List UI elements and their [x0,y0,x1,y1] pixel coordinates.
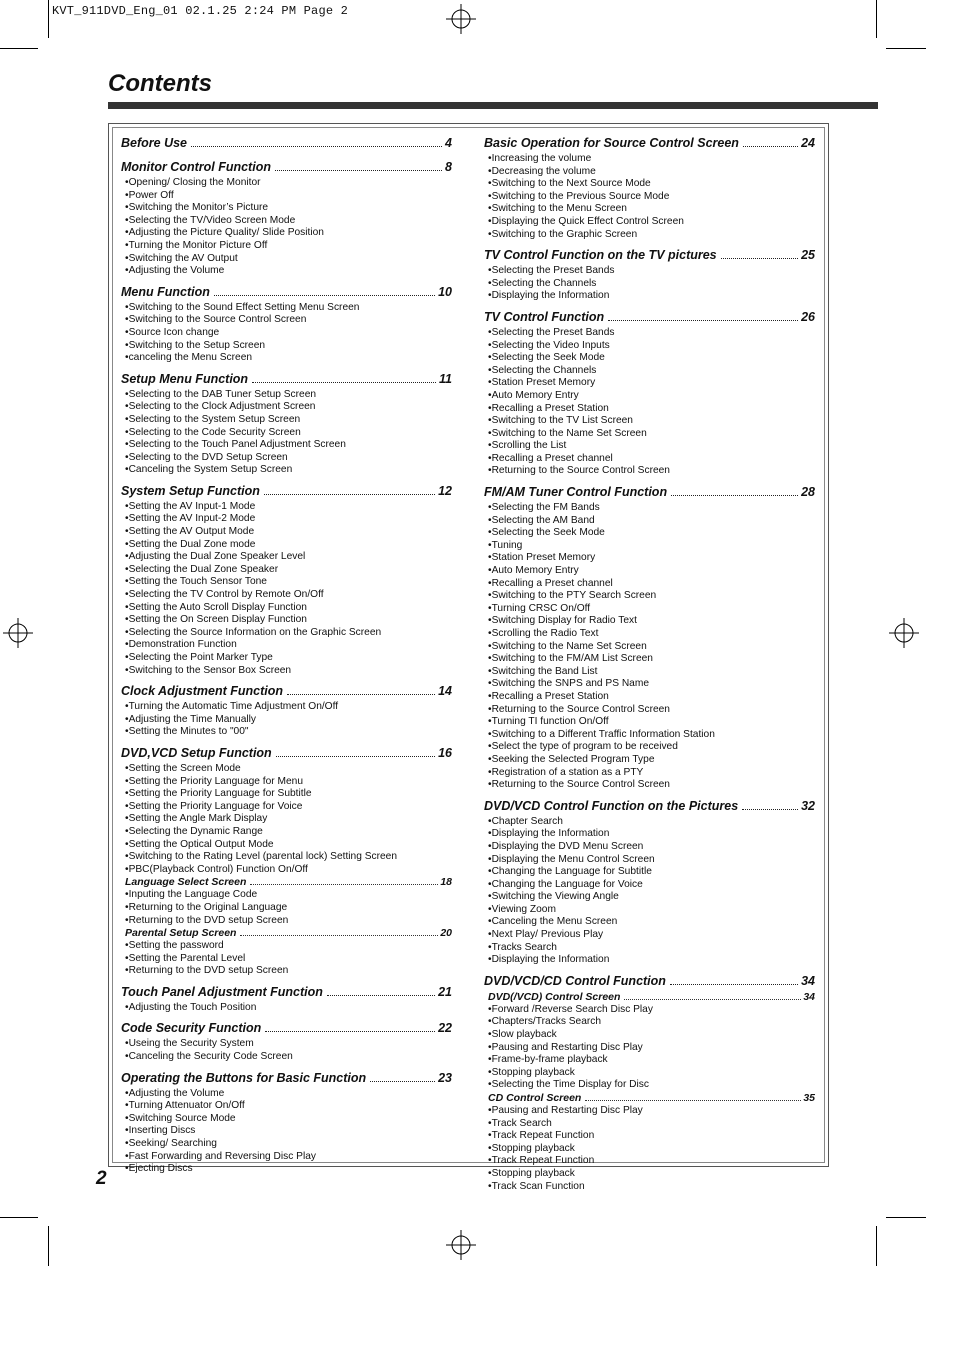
toc-entry-page: 28 [801,485,815,500]
toc-subsection-heading[interactable] [121,927,452,940]
toc-item: • Chapter Search [488,816,815,829]
toc-item: • Tracks Search [488,942,815,955]
toc-item: • Setting the On Screen Display Function [125,614,452,627]
toc-item: • Next Play/ Previous Play [488,929,815,942]
toc-item: • Switching Display for Radio Text [488,615,815,628]
toc-item: • Selecting to the Code Security Screen [125,427,452,440]
toc-entry-title: Menu Function [121,284,210,299]
toc-subsection-heading[interactable] [484,1092,815,1105]
toc-item: • Returning to the Source Control Screen [488,779,815,792]
toc-entry-title: DVD,VCD Setup Function [121,745,272,760]
toc-item: • Registration of a station as a PTY [488,767,815,780]
dot-leader [327,995,435,996]
toc-item: • Switching Source Mode [125,1113,452,1126]
toc-item: • Canceling the Security Code Screen [125,1051,452,1064]
toc-item: • Switching to the Sensor Box Screen [125,665,452,678]
toc-item: • Selecting the Video Inputs [488,340,815,353]
crop-mark-tr-v [876,0,877,38]
toc-item: • Returning to the Source Control Screen [488,465,815,478]
toc-section-heading[interactable] [121,134,452,153]
toc-section-heading[interactable] [484,246,815,265]
toc-item: • Selecting the Source Information on the Graphic Screen [125,627,452,640]
toc-item: • Returning to the Original Language [125,902,452,915]
toc-item: • Selecting the Dynamic Range [125,826,452,839]
toc-entry-page: 25 [801,248,815,263]
toc-item: • Switching to the PTY Search Screen [488,590,815,603]
toc-section-heading[interactable] [121,744,452,763]
toc-section [121,370,452,477]
toc-entry-page: 23 [438,1070,452,1085]
toc-section [121,682,452,739]
toc-item-list [121,701,452,739]
toc-subsection-heading[interactable] [121,876,452,889]
right-column [484,134,815,1193]
toc-item: • Switching the Monitor’s Picture [125,202,452,215]
toc-item: • Selecting the TV/Video Screen Mode [125,215,452,228]
toc-item: • Canceling the System Setup Screen [125,464,452,477]
toc-item: • Demonstration Function [125,639,452,652]
toc-item: • Station Preset Memory [488,552,815,565]
toc-item: • Slow playback [488,1029,815,1042]
toc-item: • Recalling a Preset channel [488,578,815,591]
toc-item: • Adjusting the Dual Zone Speaker Level [125,551,452,564]
toc-item: • Switching the SNPS and PS Name [488,678,815,691]
toc-item: • Selecting the TV Control by Remote On/Off [125,589,452,602]
dot-leader [275,170,442,171]
crop-mark-tr-h [886,48,926,49]
toc-item: • Increasing the volume [488,153,815,166]
toc-item: • Track Repeat Function [488,1155,815,1168]
toc-item: • Adjusting the Volume [125,265,452,278]
toc-section [121,283,452,365]
toc-item: • Returning to the DVD setup Screen [125,965,452,978]
toc-item: • Auto Memory Entry [488,390,815,403]
toc-item-list [121,1088,452,1176]
toc-item: • Setting the Parental Level [125,953,452,966]
toc-entry-title: System Setup Function [121,483,260,498]
toc-item: • Selecting to the Touch Panel Adjustment Screen [125,439,452,452]
toc-entry-title: FM/AM Tuner Control Function [484,485,668,500]
toc-item: • Changing the Language for Voice [488,879,815,892]
dot-leader [252,382,436,383]
toc-entry-title: DVD/VCD/CD Control Function [484,973,666,988]
toc-entry-page: 20 [440,927,452,940]
contents-box-inner [112,127,825,1192]
toc-item: • Stopping playback [488,1168,815,1181]
toc-entry-title: DVD/VCD Control Function on the Pictures [484,798,739,813]
registration-mark-bottom [446,1230,476,1260]
dot-leader [370,1081,435,1082]
dot-leader [624,999,801,1000]
toc-item-list [484,265,815,303]
registration-mark-top [446,4,476,34]
toc-section [121,1019,452,1063]
toc-item-list [484,816,815,967]
toc-entry-title: TV Control Function on the TV pictures [484,248,717,263]
toc-entry-page: 34 [801,973,815,988]
page-number: 2 [96,1168,107,1189]
toc-entry-title: Before Use [121,136,187,150]
toc-item: • Selecting the Channels [488,365,815,378]
toc-item: • Setting the AV Input-1 Mode [125,501,452,514]
dot-leader [250,884,438,885]
toc-item: • Selecting the Point Marker Type [125,652,452,665]
toc-section-heading[interactable] [121,1019,452,1038]
toc-item: • Selecting the Time Display for Disc [488,1079,815,1092]
toc-item: • Switching the Viewing Angle [488,891,815,904]
toc-item: • Displaying the Information [488,954,815,967]
toc-item: • Turning CRSC On/Off [488,603,815,616]
toc-item: • Fast Forwarding and Reversing Disc Play [125,1151,452,1164]
toc-item: • Selecting the AM Band [488,515,815,528]
toc-entry-title: Code Security Function [121,1021,262,1036]
toc-entry-page: 14 [438,684,452,699]
toc-item: • Selecting the Dual Zone Speaker [125,564,452,577]
toc-section [121,744,452,978]
toc-item: • Switching to the Sound Effect Setting Menu Screen [125,302,452,315]
toc-item-list [121,889,452,927]
registration-mark-left [3,618,33,648]
left-column [121,134,452,1176]
dot-leader [287,694,435,695]
toc-item: • Canceling the Menu Screen [488,916,815,929]
toc-entry-page: 4 [445,136,452,150]
toc-item: • PBC(Playback Control) Function On/Off [125,864,452,877]
toc-item: • Displaying the Information [488,290,815,303]
toc-item: • Seeking the Selected Program Type [488,754,815,767]
toc-entry-title: Clock Adjustment Function [121,684,284,699]
toc-item: • Displaying the Quick Effect Control Screen [488,216,815,229]
toc-entry-title: Operating the Buttons for Basic Function [121,1070,367,1085]
toc-item: • Seeking/ Searching [125,1138,452,1151]
toc-section [121,158,452,278]
toc-section-heading[interactable] [121,482,452,501]
toc-item: • Scrolling the Radio Text [488,628,815,641]
toc-item: • Ejecting Discs [125,1163,452,1176]
toc-item: • Auto Memory Entry [488,565,815,578]
toc-entry-title: TV Control Function [484,309,605,324]
toc-item: • Changing the Language for Subtitle [488,866,815,879]
toc-item-list [121,389,452,477]
toc-item: • Setting the Touch Sensor Tone [125,576,452,589]
crop-mark-tl-v [48,0,49,38]
dot-leader [585,1100,801,1101]
toc-entry-title: Basic Operation for Source Control Screen [484,136,739,150]
dot-leader [265,1031,435,1032]
toc-item: • Setting the Priority Language for Voice [125,801,452,814]
toc-item: • Switching to the Graphic Screen [488,229,815,242]
toc-item: • Setting the Priority Language for Subtitle [125,788,452,801]
toc-item: • Inserting Discs [125,1125,452,1138]
toc-section-heading[interactable] [121,1069,452,1088]
toc-item: • Inputing the Language Code [125,889,452,902]
toc-item: • Switching the AV Output [125,253,452,266]
toc-section [484,246,815,303]
toc-item: • Switching to the Rating Level (parental lock) Setting Screen [125,851,452,864]
toc-item: • Switching to the TV List Screen [488,415,815,428]
toc-item: • Track Search [488,1118,815,1131]
toc-item-list [484,502,815,792]
toc-entry-title: Monitor Control Function [121,160,271,174]
toc-section-heading[interactable] [121,283,452,302]
toc-item: • Recalling a Preset Station [488,403,815,416]
toc-entry-title: CD Control Screen [488,1092,582,1104]
toc-entry-title: DVD(/VCD) Control Screen [488,990,621,1003]
crop-mark-br-h [886,1217,926,1218]
toc-entry-title: Parental Setup Screen [125,927,237,940]
toc-item-list [121,302,452,365]
toc-item: • Selecting the Seek Mode [488,527,815,540]
toc-section [484,134,815,241]
toc-section-heading[interactable] [121,158,452,177]
toc-item: • Selecting to the Clock Adjustment Screen [125,401,452,414]
toc-item: • Stopping playback [488,1067,815,1080]
toc-entry-page: 22 [438,1021,452,1036]
toc-item: • Setting the Priority Language for Menu [125,776,452,789]
toc-item: • Turning Attenuator On/Off [125,1100,452,1113]
toc-item: • Forward /Reverse Search Disc Play [488,1004,815,1017]
toc-item-list [121,763,452,876]
toc-item: • Selecting to the System Setup Screen [125,414,452,427]
dot-leader [240,935,438,936]
dot-leader [608,320,798,321]
toc-section-heading[interactable] [121,370,452,389]
toc-entry-page: 21 [438,984,452,999]
toc-item: • Pausing and Restarting Disc Play [488,1105,815,1118]
dot-leader [191,146,442,147]
toc-item-list [484,327,815,478]
toc-section [121,134,452,153]
toc-entry-page: 16 [438,745,452,760]
toc-item: • Pausing and Restarting Disc Play [488,1042,815,1055]
toc-item: • Adjusting the Touch Position [125,1002,452,1015]
toc-item-list [484,1105,815,1193]
toc-item: • Setting the AV Output Mode [125,526,452,539]
toc-item: • Displaying the Information [488,828,815,841]
toc-item: • Selecting to the DVD Setup Screen [125,452,452,465]
toc-entry-page: 11 [439,371,452,386]
toc-section-heading[interactable] [484,797,815,816]
toc-item: • Displaying the Menu Control Screen [488,854,815,867]
toc-item-list [121,1038,452,1063]
toc-item: • Recalling a Preset Station [488,691,815,704]
crop-mark-br-v [876,1226,877,1266]
toc-item: • Stopping playback [488,1143,815,1156]
toc-item: • Selecting to the DAB Tuner Setup Screen [125,389,452,402]
toc-item: • Source Icon change [125,327,452,340]
toc-item-list [121,177,452,278]
toc-entry-page: 35 [803,1092,815,1104]
toc-item: • Selecting the Preset Bands [488,265,815,278]
toc-item: • Setting the Dual Zone mode [125,539,452,552]
registration-mark-right [889,618,919,648]
toc-item: • Chapters/Tracks Search [488,1016,815,1029]
toc-section-heading[interactable] [484,483,815,502]
toc-item-list [484,153,815,241]
toc-section-heading[interactable] [121,983,452,1002]
toc-item: • Switching to the FM/AM List Screen [488,653,815,666]
dot-leader [264,494,435,495]
crop-mark-bl-h [0,1217,38,1218]
toc-section [121,482,452,677]
toc-item: • Setting the Angle Mark Display [125,813,452,826]
toc-entry-page: 34 [803,990,815,1003]
dot-leader [742,809,798,810]
toc-section-heading[interactable] [121,682,452,701]
toc-item: • Returning to the Source Control Screen [488,704,815,717]
toc-item: • Turning the Automatic Time Adjustment On/Off [125,701,452,714]
toc-entry-page: 8 [445,160,452,174]
toc-section-heading[interactable] [484,972,815,991]
toc-item: • Select the type of program to be received [488,741,815,754]
toc-item: • Switching to the Name Set Screen [488,641,815,654]
toc-entry-title: Language Select Screen [125,876,247,889]
toc-item: • Station Preset Memory [488,377,815,390]
toc-item: • Tuning [488,540,815,553]
toc-entry-page: 26 [801,309,815,324]
toc-item: • Turning the Monitor Picture Off [125,240,452,253]
toc-item: • Returning to the DVD setup Screen [125,915,452,928]
title-rule [108,102,878,109]
toc-item: • Switching to a Different Traffic Information Station [488,729,815,742]
toc-item: • Selecting the FM Bands [488,502,815,515]
toc-item: • Switching to the Previous Source Mode [488,191,815,204]
toc-entry-page: 10 [438,284,452,299]
contents-box [108,123,829,1192]
toc-item: • Switching the Band List [488,666,815,679]
toc-section [484,972,815,1193]
toc-item-list [484,1004,815,1092]
toc-item: • Adjusting the Time Manually [125,714,452,727]
page-title: Contents [108,70,212,97]
toc-entry-page: 32 [801,798,815,813]
toc-section [121,983,452,1015]
toc-section [484,797,815,967]
crop-mark-bl-v [48,1226,49,1266]
toc-item: • Useing the Security System [125,1038,452,1051]
toc-section [484,483,815,792]
toc-item: • Turning TI function On/Off [488,716,815,729]
toc-item: • Setting the Optical Output Mode [125,839,452,852]
toc-section-heading[interactable] [484,134,815,153]
dot-leader [671,495,798,496]
toc-subsection-heading[interactable] [484,991,815,1004]
toc-item: • Scrolling the List [488,440,815,453]
toc-item: • Recalling a Preset channel [488,453,815,466]
print-header: KVT_911DVD_Eng_01 02.1.25 2:24 PM Page 2 [52,4,349,18]
toc-item: • Frame-by-frame playback [488,1054,815,1067]
toc-item: • Switching to the Setup Screen [125,340,452,353]
toc-item: • Setting the password [125,940,452,953]
toc-item: • Setting the Auto Scroll Display Function [125,602,452,615]
crop-mark-tl-h [0,48,38,49]
dot-leader [276,756,435,757]
toc-entry-title: Touch Panel Adjustment Function [121,984,323,999]
toc-entry-page: 18 [440,876,452,889]
toc-item: • Switching to the Name Set Screen [488,428,815,441]
toc-item: • Power Off [125,190,452,203]
toc-item: • Setting the Screen Mode [125,763,452,776]
toc-item: • Setting the AV Input-2 Mode [125,513,452,526]
toc-section [484,308,815,478]
toc-item: • Switching to the Next Source Mode [488,178,815,191]
dot-leader [670,984,798,985]
toc-item: • Track Repeat Function [488,1130,815,1143]
toc-item: • Setting the Minutes to "00" [125,726,452,739]
toc-entry-page: 24 [801,136,815,150]
toc-section-heading[interactable] [484,308,815,327]
dot-leader [721,258,798,259]
toc-item: • Track Scan Function [488,1181,815,1194]
toc-item-list [121,940,452,978]
toc-entry-page: 12 [438,483,452,498]
toc-item: • Viewing Zoom [488,904,815,917]
toc-item: • Selecting the Preset Bands [488,327,815,340]
toc-item: • Selecting the Channels [488,278,815,291]
toc-entry-title: Setup Menu Function [121,371,249,386]
dot-leader [743,146,798,147]
toc-item: • Displaying the DVD Menu Screen [488,841,815,854]
toc-item-list [121,1002,452,1015]
dot-leader [214,295,435,296]
toc-item: • Selecting the Seek Mode [488,352,815,365]
toc-item: • canceling the Menu Screen [125,352,452,365]
toc-item: • Switching to the Menu Screen [488,203,815,216]
toc-item: • Opening/ Closing the Monitor [125,177,452,190]
toc-item: • Decreasing the volume [488,166,815,179]
toc-section [121,1069,452,1176]
toc-item: • Adjusting the Volume [125,1088,452,1101]
toc-item: • Adjusting the Picture Quality/ Slide Position [125,227,452,240]
toc-item-list [121,501,452,677]
toc-item: • Switching to the Source Control Screen [125,314,452,327]
